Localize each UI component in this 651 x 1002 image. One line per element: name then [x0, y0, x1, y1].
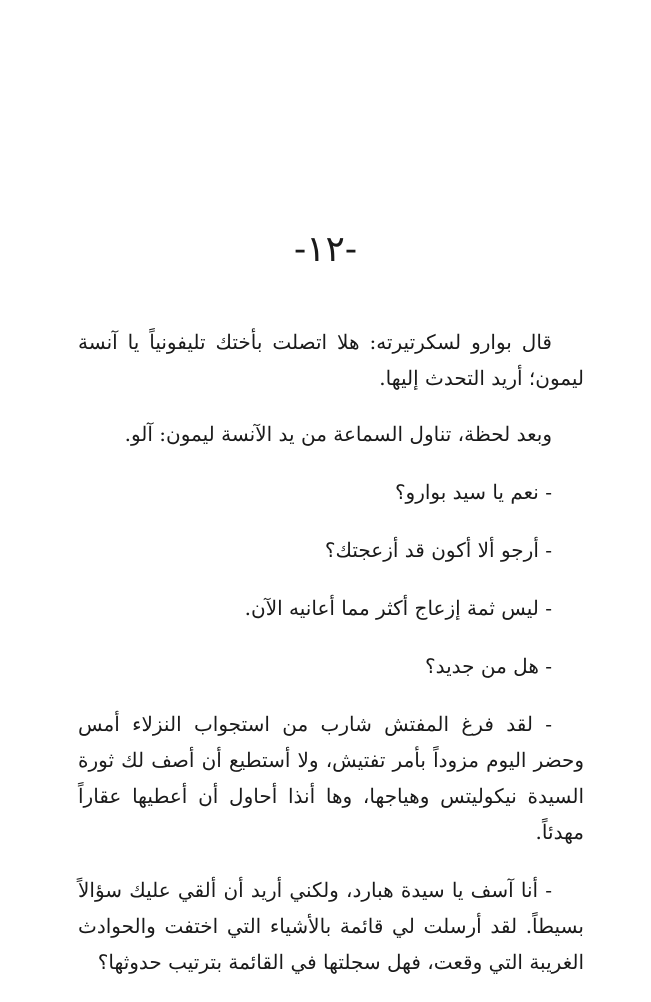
dialogue-line: - ليس ثمة إزعاج أكثر مما أعانيه الآن.	[244, 596, 552, 620]
paragraph: وبعد لحظة، تناول السماعة من يد الآنسة ليمون: آلو.	[124, 422, 552, 446]
chapter-body	[78, 324, 584, 1002]
chapter-number: -١٢-	[293, 229, 357, 270]
dialogue-line: - هل من جديد؟	[424, 654, 552, 678]
paragraph: قال بوارو لسكرتيرته: هلا اتصلت بأختك تليفونياً يا آنسة ليمون؛ أريد التحدث إليها.	[78, 330, 584, 390]
dialogue-line: - أرجو ألا أكون قد أزعجتك؟	[324, 538, 552, 562]
dialogue-line: - أنا آسف يا سيدة هبارد، ولكني أريد أن ألقي عليك سؤالاً بسيطاً. لقد أرسلت لي قائمة بالأشياء التي اختفت والحوادث الغريبة التي وقعت، فهل سجلتها في القائمة بترتيب حدوثها؟	[78, 878, 584, 974]
dialogue-line: - لقد فرغ المفتش شارب من استجواب النزلاء أمس وحضر اليوم مزوداً بأمر تفتيش، ولا أستطيع أن أصف لك ثورة السيدة نيكوليتس وهياجها، وها أنذا أحاول أن أعطيها عقاراً مهدئاً.	[78, 712, 584, 844]
dialogue-line: - نعم يا سيد بوارو؟	[394, 480, 552, 504]
